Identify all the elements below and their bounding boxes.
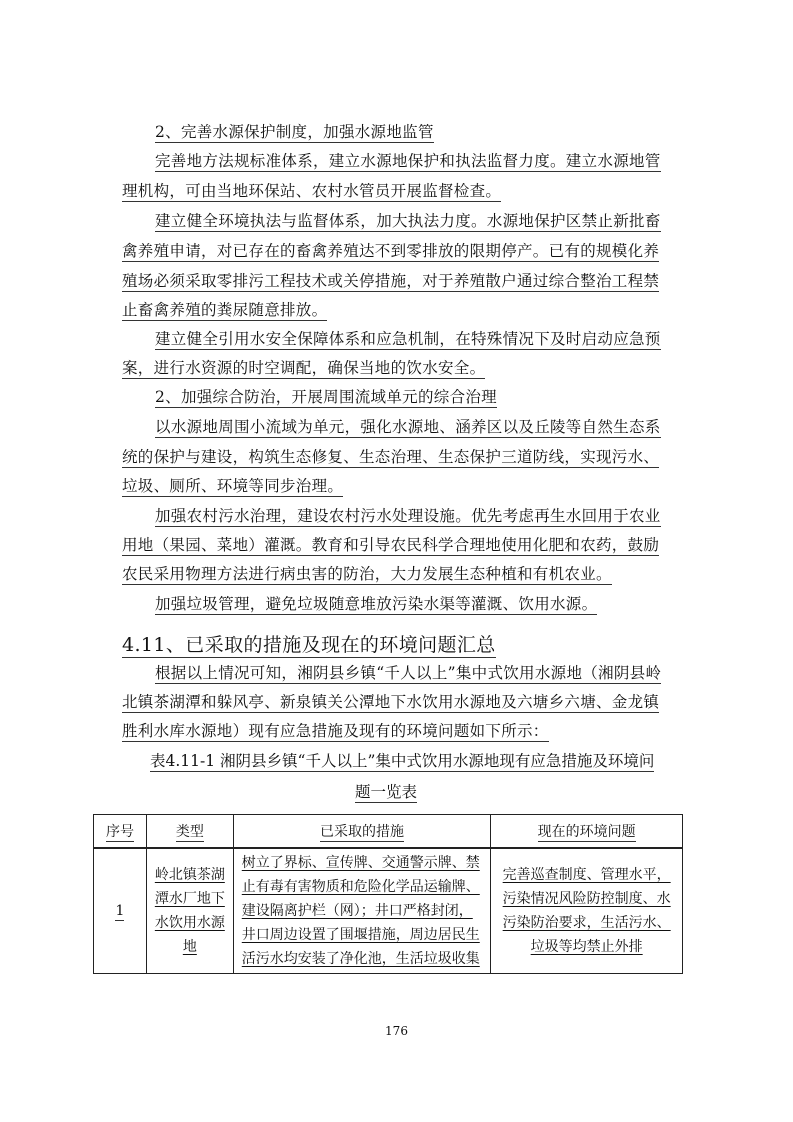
intro-line: 胜利水库水源地）现有应急措施及现有的环境问题如下所示： xyxy=(122,722,549,740)
header-measures: 已采取的措施 xyxy=(233,815,491,849)
body-line: 加强农村污水治理，建设农村污水处理设施。优先考虑再生水回用于农业 xyxy=(155,507,661,525)
cell-issues: 完善巡查制度、管理水平，污染情况风险防控制度、水污染防治要求，生活污水、垃圾等均禁止外排 xyxy=(491,848,683,974)
cell-no: 1 xyxy=(94,848,147,974)
subheading-line: 2、完善水源保护制度，加强水源地监管 xyxy=(155,123,434,141)
intro-line: 根据以上情况可知，湘阴县乡镇“千人以上”集中式饮用水源地（湘阴县岭 xyxy=(155,664,662,682)
body-line: 垃圾、厕所、环境等同步治理。 xyxy=(122,477,344,495)
section-heading: 4.11、已采取的措施及现在的环境问题汇总 xyxy=(122,634,496,656)
body-line: 案，进行水资源的时空调配，确保当地的饮水安全。 xyxy=(122,359,486,377)
body-line: 完善地方法规标准体系，建立水源地保护和执法监督力度。建立水源地管 xyxy=(155,152,661,170)
body-line: 建立健全引用水安全保障体系和应急机制，在特殊情况下及时启动应急预 xyxy=(155,330,661,348)
subheading-line: 2、加强综合防治，开展周围流域单元的综合治理 xyxy=(155,388,497,406)
header-type: 类型 xyxy=(146,815,233,849)
body-line: 理机构，可由当地环保站、农村水管员开展监督检查。 xyxy=(122,182,502,200)
page-number: 176 xyxy=(385,1024,408,1038)
body-line: 农民采用物理方法进行病虫害的防治，大力发展生态种植和有机农业。 xyxy=(122,565,612,583)
summary-table xyxy=(93,814,683,974)
header-no: 序号 xyxy=(94,815,147,849)
cell-measures: 树立了界标、宣传牌、交通警示牌、禁止有毒有害物质和危险化学品运输牌、建设隔离护栏（网）；井口严格封闭，井口周边设置了围堰措施，周边居民生活污水均安装了净化池，生活垃圾收集 xyxy=(233,848,491,974)
body-line: 建立健全环境执法与监督体系，加大执法力度。水源地保护区禁止新批畜 xyxy=(155,212,661,230)
body-line: 殖场必须采取零排污工程技术或关停措施，对于养殖散户通过综合整治工程禁 xyxy=(122,272,660,290)
body-line: 止畜禽养殖的粪尿随意排放。 xyxy=(122,301,328,319)
intro-line: 北镇茶湖潭和躲风亭、新泉镇关公潭地下水饮用水源地及六塘乡六塘、金龙镇 xyxy=(122,693,660,711)
body-line: 用地（果园、菜地）灌溉。教育和引导农民科学合理地使用化肥和农药，鼓励 xyxy=(122,536,660,554)
table-row xyxy=(94,848,683,974)
table-caption: 表4.11-1 湘阴县乡镇“千人以上”集中式饮用水源地现有应急措施及环境问 xyxy=(150,752,655,770)
cell-type: 岭北镇茶湖潭水厂地下水饮用水源地 xyxy=(146,848,233,974)
table-header-row xyxy=(94,815,683,849)
body-line: 禽养殖申请，对已存在的畜禽养殖达不到零排放的限期停产。已有的规模化养 xyxy=(122,242,660,260)
body-line: 加强垃圾管理，避免垃圾随意堆放污染水渠等灌溉、饮用水源。 xyxy=(155,595,598,613)
body-line: 以水源地周围小流域为单元，强化水源地、涵养区以及丘陵等自然生态系 xyxy=(155,418,661,436)
body-line: 统的保护与建设，构筑生态修复、生态治理、生态保护三道防线，实现污水、 xyxy=(122,448,660,466)
table-caption-cont: 题一览表 xyxy=(355,783,418,801)
header-issues: 现在的环境问题 xyxy=(491,815,683,849)
